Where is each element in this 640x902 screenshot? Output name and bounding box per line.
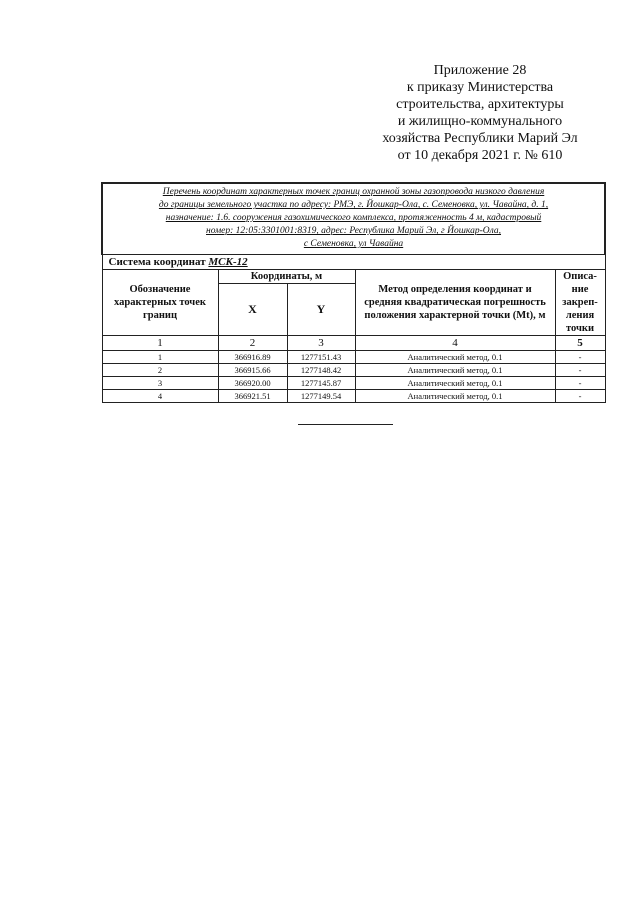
method: Аналитический метод, 0.1 [355,364,555,377]
table-row [102,351,605,364]
coordinate-system-row [102,255,605,270]
header-designation: Обозначение характерных точек границ [102,270,218,336]
description: - [555,390,605,403]
description: - [555,351,605,364]
point-id: 4 [102,390,218,403]
header-line: хозяйства Республики Марий Эл [382,131,578,146]
header-coordinates: Координаты, м [218,270,355,284]
point-id: 1 [102,351,218,364]
header-line: и жилищно-коммунального [397,114,563,129]
column-number: 4 [355,336,555,351]
header-line: строительства, архитектуры [396,97,564,112]
coord-x: 366915.66 [218,364,287,377]
coordinates-table [101,182,606,403]
coordinate-system-label: Система координат [108,256,206,268]
column-number: 1 [102,336,218,351]
end-rule-divider [298,424,393,425]
header-x: X [218,284,287,336]
coord-y: 1277149.54 [287,390,355,403]
caption-line: до границы земельного участка по адресу: РМЭ, г. Йошкар-Ола, с. Семеновка, ул. Чавайна, д. 1, [158,200,549,210]
coord-x: 366916.89 [218,351,287,364]
caption-line: с Семеновка, ул Чавайна [303,239,404,249]
method: Аналитический метод, 0.1 [355,351,555,364]
header-y: Y [287,284,355,336]
header-line: к приказу Министерства [406,80,554,95]
column-number: 5 [555,336,605,351]
coord-y: 1277145.87 [287,377,355,390]
column-numbers-row [102,336,605,351]
method: Аналитический метод, 0.1 [355,377,555,390]
header-line: Приложение 28 [433,63,527,78]
header-description: Описа-ние закреп-ления точки [555,270,605,336]
caption-line: назначение: 1.6. сооружения газохимического комплекса, протяженность 4 м, кадастровый [165,213,542,223]
table-row [102,377,605,390]
column-number: 3 [287,336,355,351]
header-method: Метод определения координат и средняя квадратическая погрешность положения характерной точки (Mt), м [355,270,555,336]
caption-line: Перечень координат характерных точек границ охранной зоны газопровода низкого давления [162,187,545,197]
method: Аналитический метод, 0.1 [355,390,555,403]
caption-line: номер: 12:05:3301001:8319, адрес: Республика Марий Эл, г Йошкар-Ола, [206,226,502,236]
description: - [555,364,605,377]
point-id: 2 [102,364,218,377]
appendix-header [355,62,605,164]
coord-x: 366920.00 [218,377,287,390]
table-row [102,364,605,377]
coord-x: 366921.51 [218,390,287,403]
point-id: 3 [102,377,218,390]
column-number: 2 [218,336,287,351]
coordinate-system-value: МСК-12 [208,256,248,268]
table-row [102,390,605,403]
table-caption [102,183,605,255]
description: - [555,377,605,390]
header-line: от 10 декабря 2021 г. № 610 [397,148,563,163]
coord-y: 1277148.42 [287,364,355,377]
coord-y: 1277151.43 [287,351,355,364]
